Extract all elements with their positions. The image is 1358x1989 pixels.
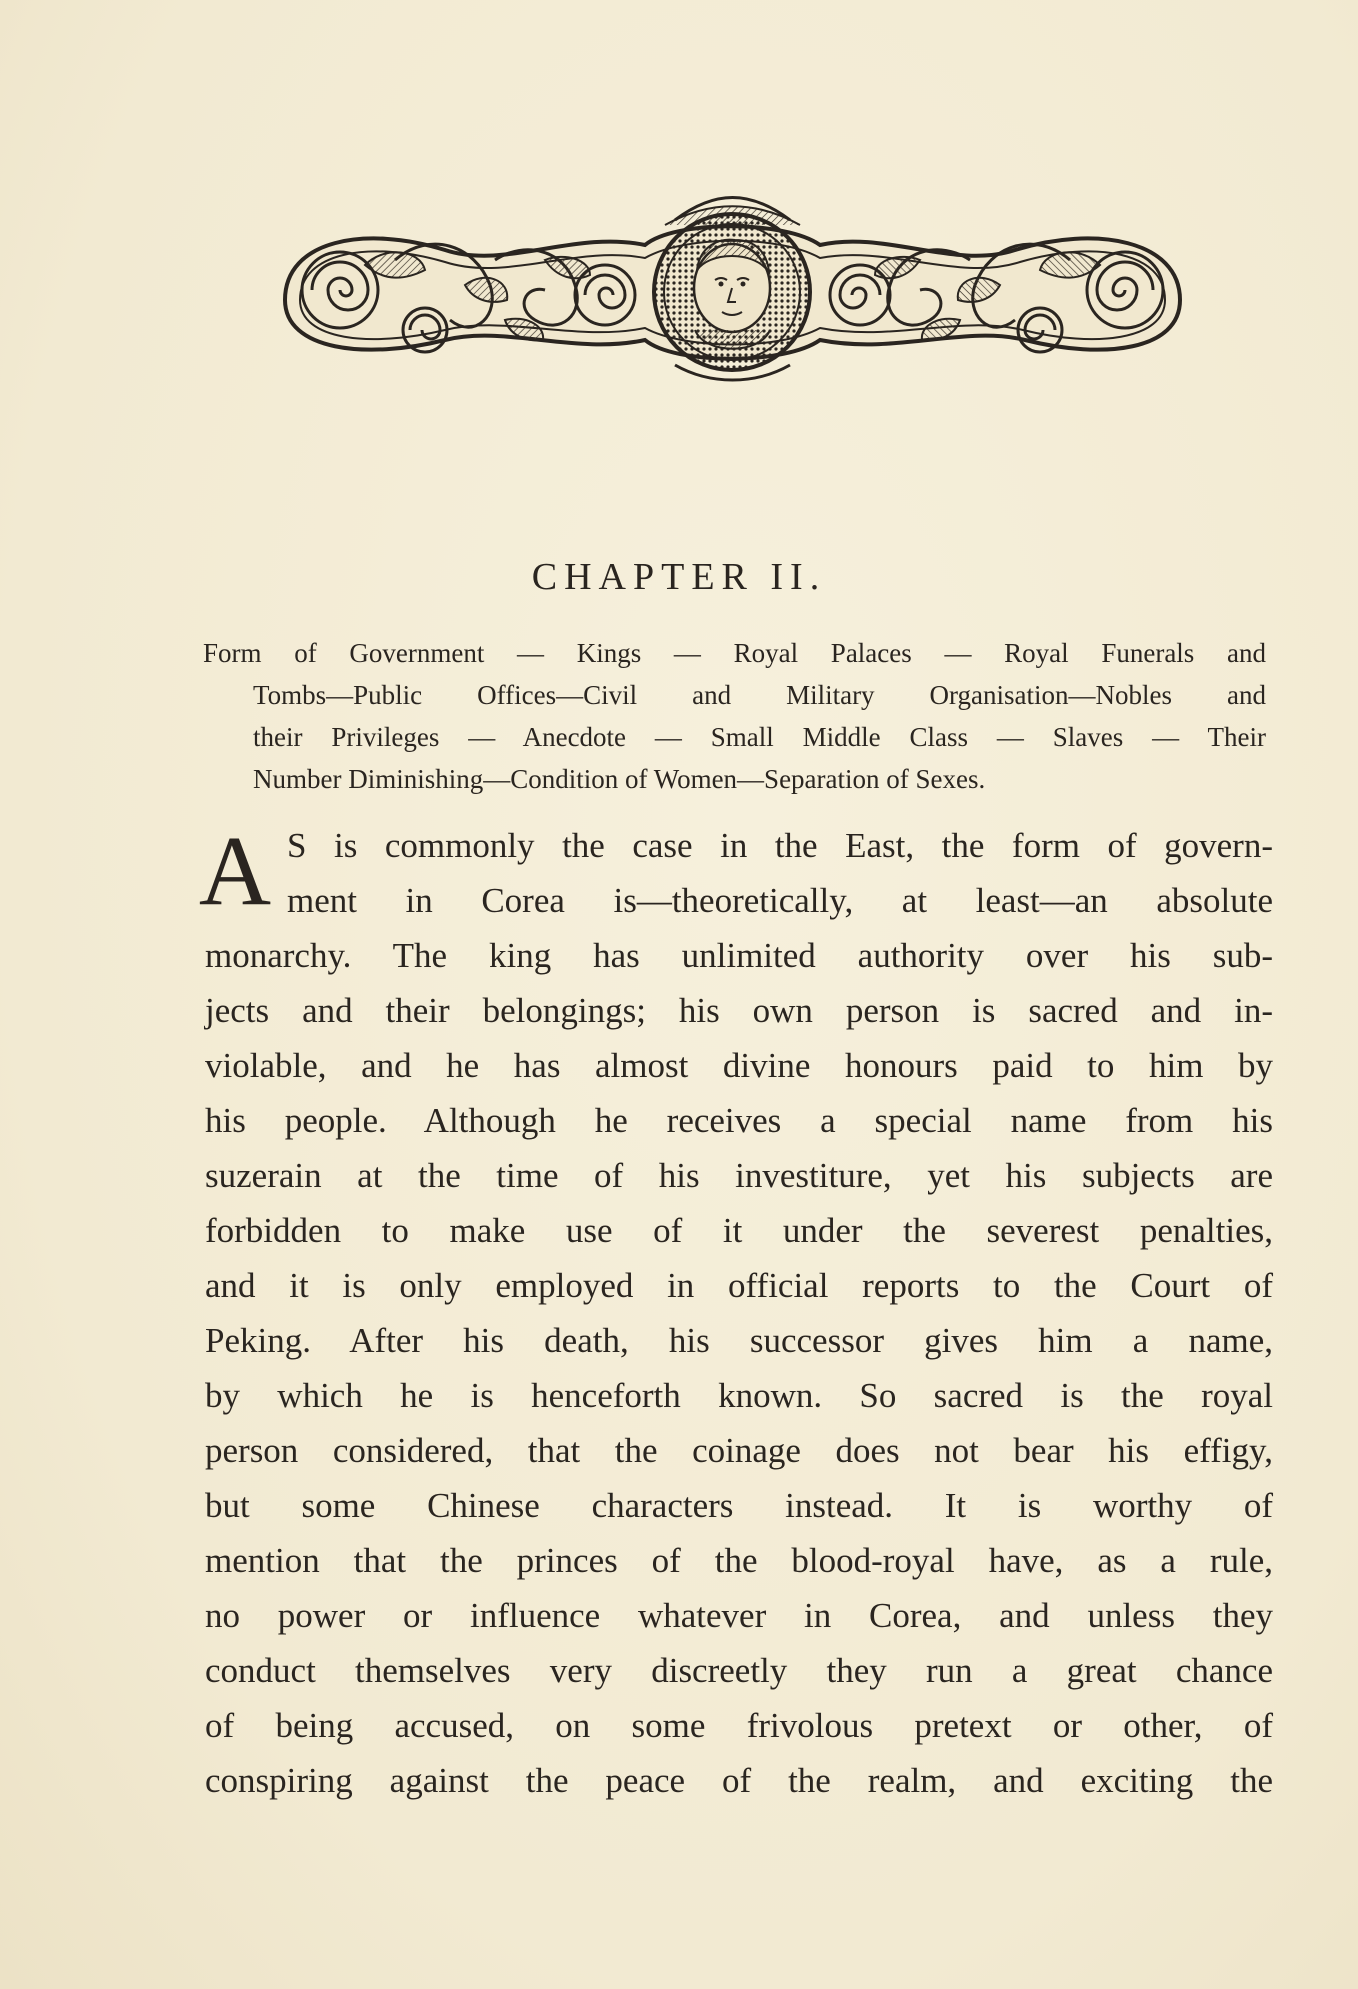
synopsis-line: Tombs—Public Offices—Civil and Military Organisation—Nobles and xyxy=(253,680,1266,710)
body-line: jects and their belongings; his own person is sacred and in- xyxy=(205,991,1273,1030)
body-line: conspiring against the peace of the realm, and exciting the xyxy=(205,1761,1273,1800)
synopsis-line: Form of Government — Kings — Royal Palaces — Royal Funerals and xyxy=(203,638,1266,668)
synopsis-line: their Privileges — Anecdote — Small Middle Class — Slaves — Their xyxy=(253,722,1266,752)
body-line: violable, and he has almost divine honours paid to him by xyxy=(205,1046,1273,1085)
body-line: person considered, that the coinage does not bear his effigy, xyxy=(205,1431,1273,1470)
body-line: mention that the princes of the blood-royal have, as a rule, xyxy=(205,1541,1273,1580)
body-line: forbidden to make use of it under the severest penalties, xyxy=(205,1211,1273,1250)
body-line: suzerain at the time of his investiture, yet his subjects are xyxy=(205,1156,1273,1195)
body-line: conduct themselves very discreetly they run a great chance xyxy=(205,1651,1273,1690)
body-line: S is commonly the case in the East, the form of govern- xyxy=(287,826,1273,865)
body-line: his people. Although he receives a special name from his xyxy=(205,1101,1273,1140)
body-line: by which he is henceforth known. So sacred is the royal xyxy=(205,1376,1273,1415)
body-text xyxy=(205,818,1273,1808)
body-line: of being accused, on some frivolous pretext or other, of xyxy=(205,1706,1273,1745)
ornamental-headpiece-icon xyxy=(245,190,1220,385)
chapter-title: CHAPTER II. xyxy=(531,556,827,598)
body-line: no power or influence whatever in Corea, and unless they xyxy=(205,1596,1273,1635)
dropcap-text: A xyxy=(198,815,272,926)
body-line: and it is only employed in official reports to the Court of xyxy=(205,1266,1273,1305)
body-line: but some Chinese characters instead. It is worthy of xyxy=(205,1486,1273,1525)
body-line: monarchy. The king has unlimited authority over his sub- xyxy=(205,936,1273,975)
synopsis-line: Number Diminishing—Condition of Women—Separation of Sexes. xyxy=(253,764,986,794)
body-line: Peking. After his death, his successor gives him a name, xyxy=(205,1321,1273,1360)
chapter-synopsis xyxy=(203,632,1266,800)
body-line: ment in Corea is—theoretically, at least—an absolute xyxy=(287,881,1273,920)
